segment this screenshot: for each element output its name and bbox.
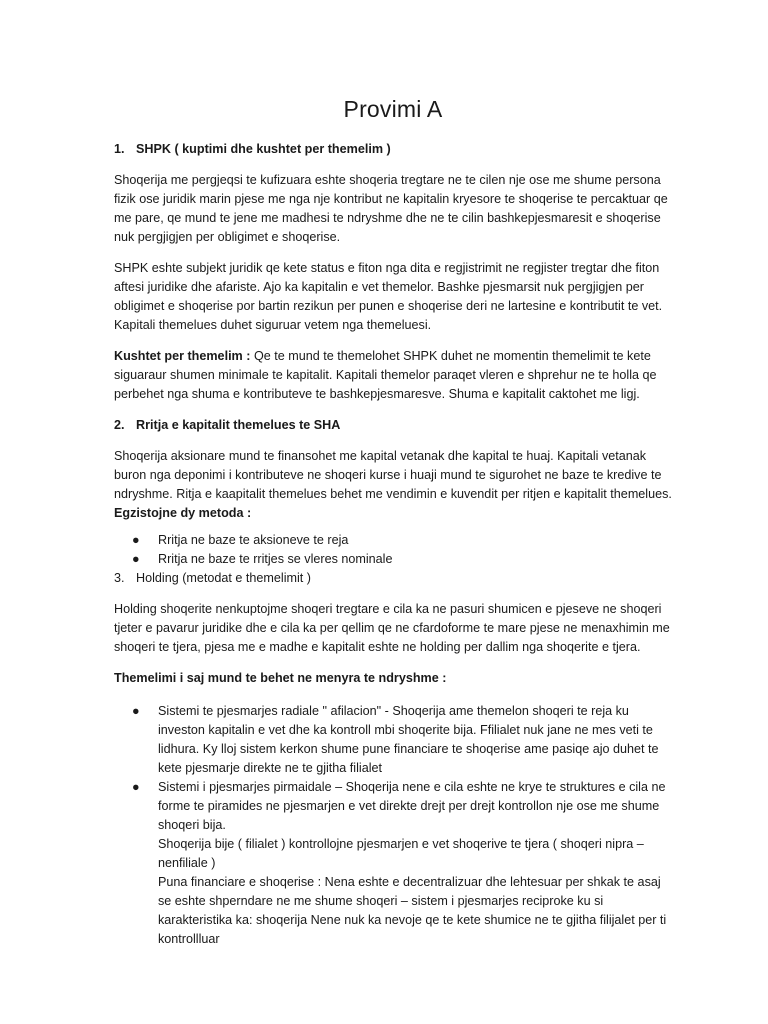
section-1-paragraph-2: SHPK eshte subjekt juridik qe kete status e fiton nga dita e regjistrimit ne regjister tregtar dhe fiton aftesi juridike dhe afariste. Ajo ka kapitalin e vet themelor. Bashke pjesmarsit nuk pergjigjen per obligimet e shoqerise por bartin rezikun per punen e shoqerise deri ne lartesine e kontributit te vet. Kapitali themelues duhet siguruar vetem nga themeluesi. (114, 261, 663, 332)
bullet-icon: ● (132, 704, 140, 718)
section-1-paragraph-3-bold: Kushtet per themelim : (114, 349, 251, 363)
section-2-paragraph-1-text: Shoqerija aksionare mund te finansohet me kapital vetanak dhe kapital te huaj. Kapitali vetanak buron nga deponimi i kontributeve ne shoqeri kurse i huaji mund te sigurohet ne baze te kredive te ndryshme. Ritja e kaapitalit themelues behet me vendimin e kuvendit per ritjen e kapitalit themelues. (114, 449, 672, 501)
section-2-heading (114, 416, 672, 435)
section-1-heading (114, 140, 672, 159)
bullet-icon: ● (132, 552, 140, 566)
list-item-text: Rritja ne baze te rritjes se vleres nominale (158, 552, 393, 566)
list-item-text: Rritja ne baze te aksioneve te reja (158, 533, 349, 547)
section-2-bullet-list (114, 531, 672, 569)
section-2-paragraph-1 (114, 447, 672, 523)
list-item-continuation-1: Shoqerija bije ( filialet ) kontrollojne pjesmarjen e vet shoqerive te tjera ( shoqeri nipra – nenfiliale ) (158, 837, 644, 870)
list-item (114, 702, 672, 778)
section-1-paragraph-3-rest: Qe te mund te themelohet SHPK duhet ne momentin themelimit te kete siguaraur shumen minimale te kapitalit. Kapitali themelor paraqet vleren e shprehur ne te holla qe perbehet nga shuma e kontributeve te bashkepjesmaresve. Shuma e kapitalit caktohet me ligj. (114, 349, 657, 401)
list-item (114, 531, 672, 550)
list-item (114, 550, 672, 569)
bullet-icon: ● (132, 533, 140, 547)
list-item-text: Sistemi i pjesmarjes pirmaidale – Shoqerija nene e cila eshte ne krye te struktures e cila ne forme te piramides ne pjesmarjen e vet direkte drejt per drejt kontrollon nje ose me shume shoqeri bija. (158, 780, 666, 832)
section-3-heading-text: Holding (metodat e themelimit ) (136, 571, 311, 585)
section-1-number: 1. (114, 142, 125, 156)
document-title: Provimi A (343, 96, 443, 122)
section-3-paragraph-1: Holding shoqerite nenkuptojme shoqeri tregtare e cila ka ne pasuri shumicen e pjeseve ne shoqeri tjeter e pavarur juridike dhe e cila ka per qellim qe ne cfardoforme te mare pjese ne menaxhimin me shoqeri te tjera, pjesa me e madhe e kapitalit eshte ne holding per dallim nga shoqerite e tjera. (114, 602, 670, 654)
section-1-paragraph-3 (114, 347, 672, 404)
section-3-bullet-list (114, 702, 672, 949)
bullet-icon: ● (132, 780, 140, 794)
list-item-continuation-2: Puna financiare e shoqerise : Nena eshte e decentralizuar dhe lehtesuar per shkak te asaj se eshte shperndare ne me shume shoqeri – sistem i pjesmarjes reciproke ku si karakteristika ka: shoqerija Nene nuk ka nevoje qe te kete shumice ne te gjitha filijalet per ti kontrollluar (158, 875, 667, 946)
section-3-heading (114, 569, 672, 588)
list-item (114, 778, 672, 949)
section-2-paragraph-1-bold: Egzistojne dy metoda : (114, 506, 252, 520)
section-2-number: 2. (114, 418, 125, 432)
section-2-heading-text: Rritja e kapitalit themelues te SHA (136, 418, 341, 432)
section-1-paragraph-1: Shoqerija me pergjeqsi te kufizuara eshte shoqeria tregtare ne te cilen nje ose me shume persona fizik ose juridik marin pjese me nga nje kontribut ne kapitalin kryesore te shoqerise te percaktuar qe me pare, qe mund te jene me madhesi te ndryshme dhe ne te cilin bashkepjesmaresit e shoqerise nuk pergjigjen per obligimet e shoqerise. (114, 173, 668, 244)
section-3-number: 3. (114, 571, 125, 585)
list-item-text: Sistemi te pjesmarjes radiale " afilacion" - Shoqerija ame themelon shoqeri te reja ku investon kapitalin e vet dhe ka kontroll mbi shoqerite bija. Ffilialet nuk jane ne mes veti te lidhura. Ky lloj sistem kerkon shume pune financiare te shoqerise ame pasiqe ajo duhet te kete pjesmarje direkte ne te gjitha filialet (158, 704, 659, 775)
section-3-paragraph-2-bold: Themelimi i saj mund te behet ne menyra te ndryshme : (114, 671, 447, 685)
section-1-heading-text: SHPK ( kuptimi dhe kushtet per themelim ) (136, 142, 391, 156)
